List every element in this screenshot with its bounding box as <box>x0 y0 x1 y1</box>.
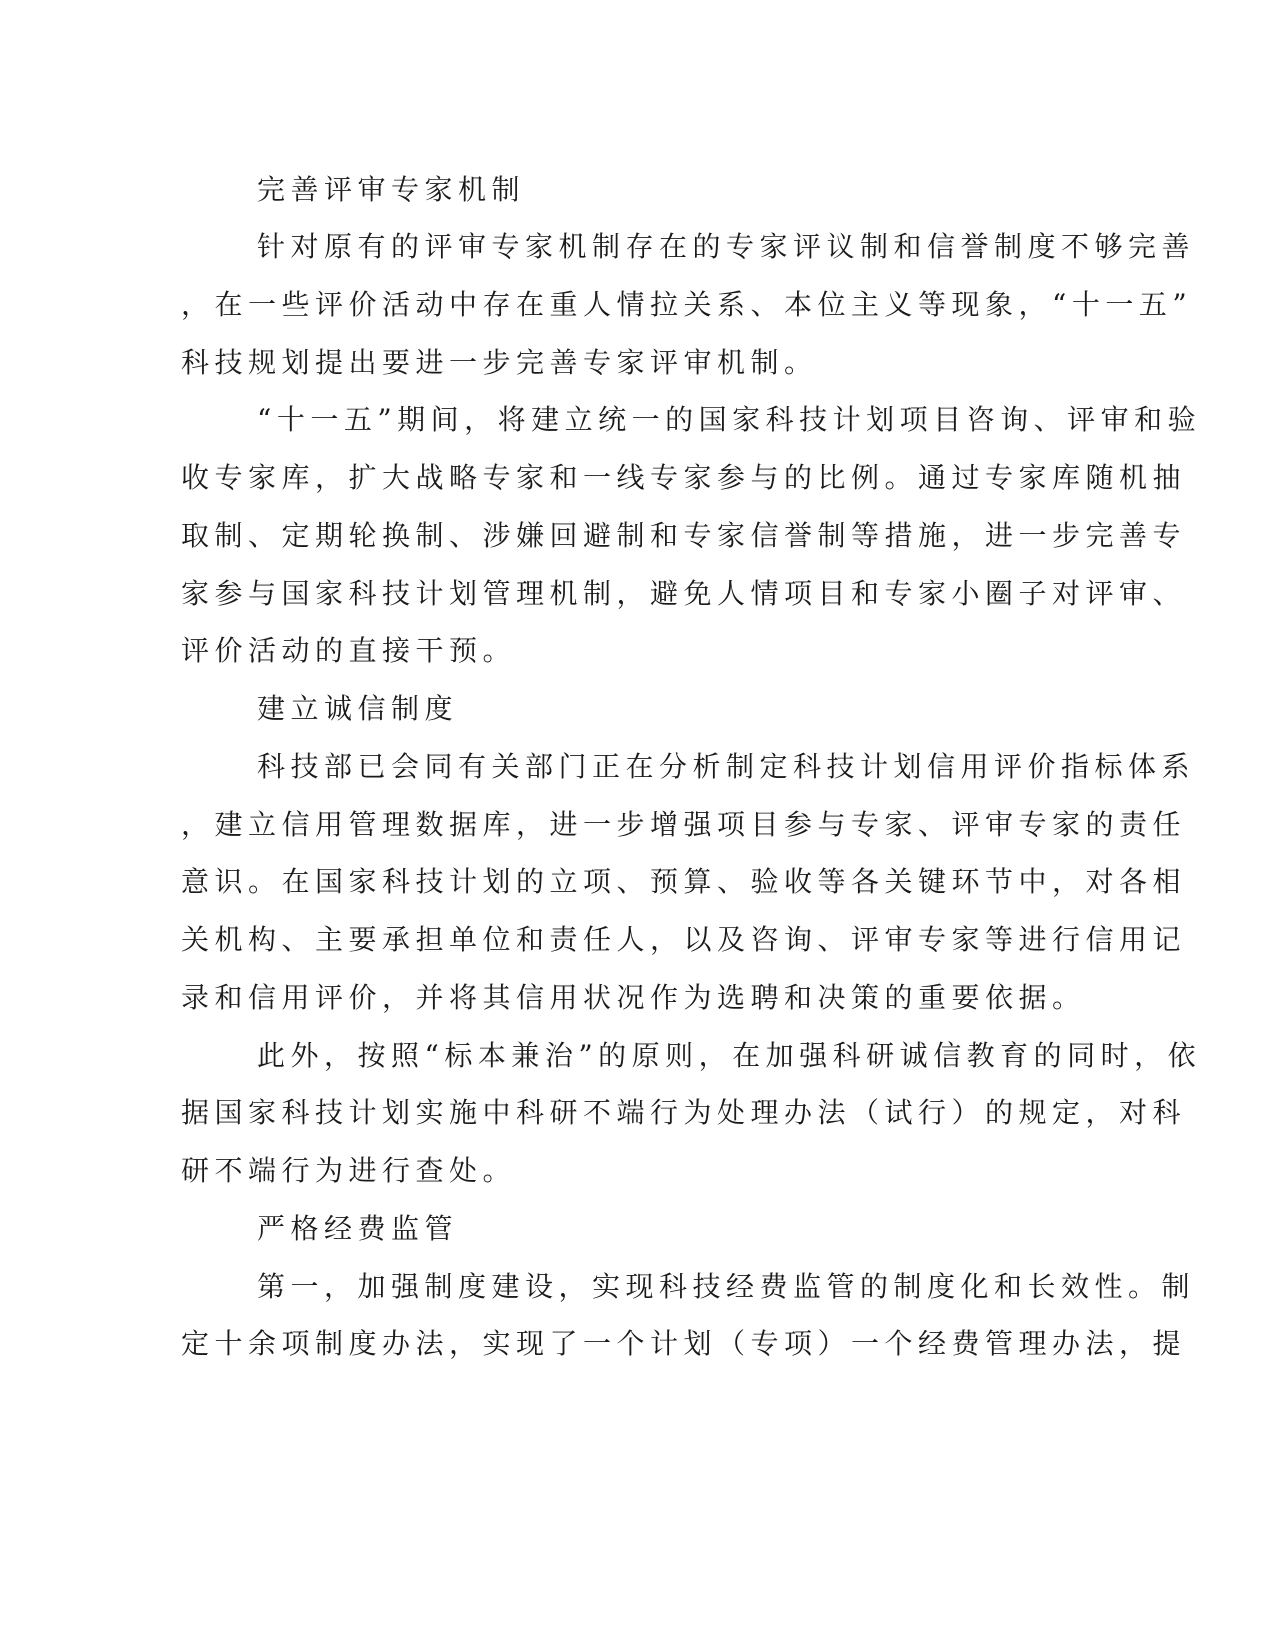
paragraph-line: 科技规划提出要进一步完善专家评审机制。 <box>181 346 818 379</box>
paragraph-line: 家参与国家科技计划管理机制，避免人情项目和专家小圈子对评审、 <box>181 577 1187 610</box>
paragraph-line: 据国家科技计划实施中科研不端行为处理办法（试行）的规定，对科 <box>181 1096 1187 1129</box>
paragraph-line: ，在一些评价活动中存在重人情拉关系、本位主义等现象，“十一五” <box>181 288 1193 321</box>
section-heading-funding-supervision: 严格经费监管 <box>257 1212 459 1245</box>
section-heading-expert-review: 完善评审专家机制 <box>257 173 526 206</box>
paragraph-line: “十一五”期间，将建立统一的国家科技计划项目咨询、评审和验 <box>257 403 1202 436</box>
paragraph-line: 此外，按照“标本兼治”的原则，在加强科研诚信教育的同时，依 <box>257 1039 1202 1072</box>
paragraph-line: 研不端行为进行查处。 <box>181 1154 517 1187</box>
paragraph-line: 定十余项制度办法，实现了一个计划（专项）一个经费管理办法，提 <box>181 1327 1187 1360</box>
paragraph-line: 针对原有的评审专家机制存在的专家评议制和信誉制度不够完善 <box>257 230 1196 263</box>
paragraph-line: ，建立信用管理数据库，进一步增强项目参与专家、评审专家的责任 <box>181 808 1187 841</box>
section-heading-integrity: 建立诚信制度 <box>257 692 459 725</box>
paragraph-line: 评价活动的直接干预。 <box>181 634 517 667</box>
paragraph-line: 取制、定期轮换制、涉嫌回避制和专家信誉制等措施，进一步完善专 <box>181 519 1187 552</box>
paragraph-line: 录和信用评价，并将其信用状况作为选聘和决策的重要依据。 <box>181 981 1086 1014</box>
paragraph-line: 科技部已会同有关部门正在分析制定科技计划信用评价指标体系 <box>257 750 1196 783</box>
paragraph-line: 收专家库，扩大战略专家和一线专家参与的比例。通过专家库随机抽 <box>181 461 1187 494</box>
paragraph-line: 意识。在国家科技计划的立项、预算、验收等各关键环节中，对各相 <box>181 865 1187 898</box>
paragraph-line: 关机构、主要承担单位和责任人，以及咨询、评审专家等进行信用记 <box>181 923 1187 956</box>
paragraph-line: 第一，加强制度建设，实现科技经费监管的制度化和长效性。制 <box>257 1270 1196 1303</box>
